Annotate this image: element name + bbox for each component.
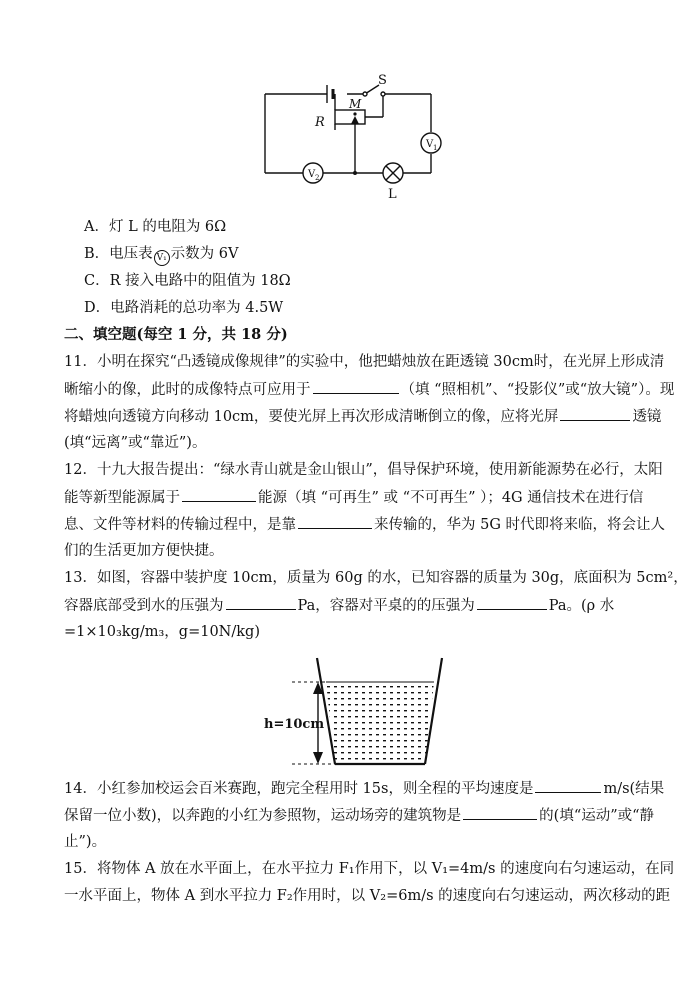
- label-s: S: [378, 73, 387, 88]
- q11-line-3: 将蜡烛向透镜方向移动 10cm，要使光屏上再次形成清晰倒立的像，应将光屏 透镜: [64, 406, 676, 427]
- answer-blank[interactable]: [313, 379, 399, 394]
- answer-blank[interactable]: [298, 514, 372, 529]
- label-m: M: [349, 97, 362, 111]
- q11-line-4: (填“远离”或“靠近”)。: [64, 435, 207, 451]
- junction-dot: [353, 171, 357, 175]
- svg-text:1: 1: [433, 144, 438, 152]
- voltmeter-v2: [303, 163, 323, 183]
- rheostat-resistor: [335, 110, 365, 124]
- label-r: R: [315, 115, 325, 130]
- water-fill: [326, 682, 434, 764]
- q11-line-1: 11．小明在探究“凸透镜成像规律”的实验中，他把蜡烛放在距透镜 30cm时，在光屏上形成清: [64, 354, 665, 370]
- q13-line-2: 容器底部受到水的压强为 Pa，容器对平桌的的压强为 Pa。(ρ 水: [64, 595, 676, 616]
- answer-blank[interactable]: [226, 595, 296, 610]
- q13-line-3: =1×10₃kg/m₃，g=10N/kg): [64, 624, 260, 640]
- q11-line-2: 晰缩小的像，此时的成像特点可应用于 （填 “照相机”、“投影仪”或“放大镜”）。现: [64, 379, 676, 400]
- q14-line-3: 止”)。: [64, 834, 107, 850]
- option-b: B．电压表 V₁ 示数为 6V: [84, 244, 696, 266]
- section-heading: 二、填空题(每空 1 分，共 18 分): [64, 326, 288, 343]
- q14-line-2: 保留一位小数)，以奔跑的小红为参照物，运动场旁的建筑物是 的(填“运动”或“静: [64, 805, 676, 826]
- answer-blank[interactable]: [535, 778, 601, 793]
- voltmeter-v1: [421, 133, 441, 153]
- q12-line-3: 息、文件等材料的传输过程中，是靠 来传输的，华为 5G 时代即将来临，将会让人: [64, 514, 676, 535]
- battery-symbol: [327, 85, 333, 103]
- container-figure: [262, 654, 452, 772]
- option-c: C．R 接入电路中的阻值为 18Ω: [84, 273, 291, 289]
- option-a: A．灯 L 的电阻为 6Ω: [84, 219, 227, 235]
- height-label: h=10cm: [264, 717, 325, 732]
- q15-line-1: 15．将物体 A 放在水平面上，在水平拉力 F₁作用下，以 V₁=4m/s 的速度向右匀速运动，在同: [64, 861, 675, 877]
- svg-text:V: V: [426, 139, 434, 150]
- q13-line-1: 13．如图，容器中装护度 10cm，质量为 60g 的水，已知容器的质量为 30g，底面积为 5cm²，: [64, 570, 688, 586]
- answer-blank[interactable]: [477, 595, 547, 610]
- q12-line-2: 能等新型能源属于 能源（填 “可再生” 或 “不可再生” ）；4G 通信技术在进行信: [64, 487, 676, 508]
- q12-line-4: 们的生活更加方便快捷。: [64, 543, 224, 559]
- answer-blank[interactable]: [463, 805, 537, 820]
- answer-blank[interactable]: [560, 406, 630, 421]
- svg-text:2: 2: [315, 174, 320, 182]
- voltmeter-v1-symbol: V₁: [154, 250, 170, 266]
- answer-blank[interactable]: [182, 487, 256, 502]
- label-l: L: [388, 187, 397, 202]
- circuit-diagram: [255, 70, 455, 205]
- q15-line-2: 一水平面上，物体 A 到水平拉力 F₂作用时，以 V₂=6m/s 的速度向右匀速运动，两次移动的距: [64, 888, 671, 904]
- q14-line-1: 14．小红参加校运会百米赛跑，跑完全程用时 15s，则全程的平均速度是 m/s(结果: [64, 778, 676, 799]
- svg-text:V: V: [308, 169, 316, 180]
- option-d: D．电路消耗的总功率为 4.5W: [84, 300, 284, 316]
- point-m: [353, 112, 356, 115]
- lamp-l: [383, 163, 403, 183]
- q12-line-1: 12．十九大报告提出：“绿水青山就是金山银山”，倡导保护环境，使用新能源势在必行，太阳: [64, 462, 663, 478]
